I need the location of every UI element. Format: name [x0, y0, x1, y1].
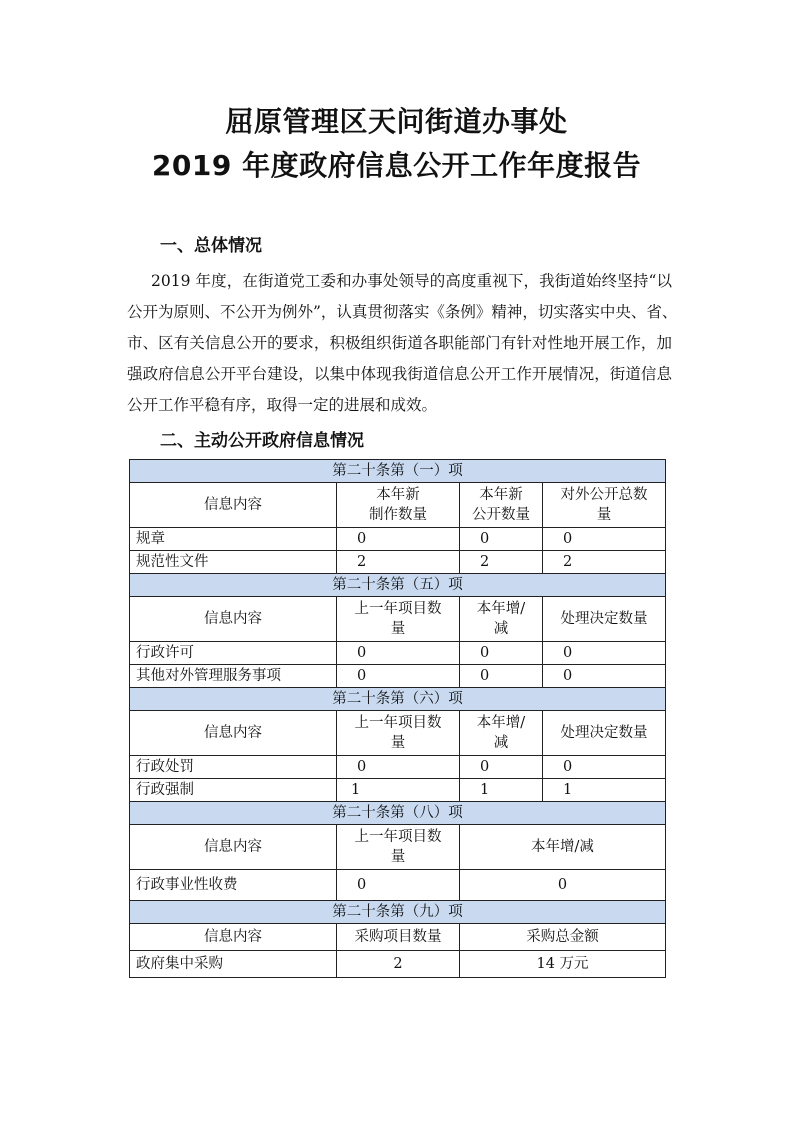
row-value: 0 [543, 665, 666, 688]
row-value: 14 万元 [460, 951, 666, 978]
row-value: 0 [337, 528, 460, 551]
header-cell: 本年新 公开数量 [460, 483, 543, 528]
header-cell: 上一年项目数 量 [337, 711, 460, 756]
header-cell: 上一年项目数 量 [337, 597, 460, 642]
table-section-row [130, 688, 666, 711]
table-row [130, 870, 666, 901]
row-value: 2 [543, 551, 666, 574]
row-value: 0 [460, 528, 543, 551]
row-label: 规章 [130, 528, 337, 551]
paragraph-line: 2019 年度，在街道党工委和办事处领导的高度重视下，我街道始终坚持“以 [151, 272, 672, 290]
table-header-row [130, 483, 666, 528]
disclosure-table [129, 459, 666, 978]
header-cell: 对外公开总数 量 [543, 483, 666, 528]
row-value: 0 [337, 642, 460, 665]
row-label: 规范性文件 [130, 551, 337, 574]
table-section-row [130, 574, 666, 597]
row-label: 行政强制 [130, 779, 337, 802]
header-cell: 信息内容 [130, 597, 337, 642]
table-section-row [130, 460, 666, 483]
table-section-row [130, 802, 666, 825]
row-value: 0 [460, 756, 543, 779]
row-value: 0 [337, 665, 460, 688]
row-value: 1 [460, 779, 543, 802]
section-title: 第二十条第（一）项 [130, 460, 666, 483]
row-value: 0 [543, 642, 666, 665]
table-row [130, 951, 666, 978]
table-header-row [130, 597, 666, 642]
section-title: 第二十条第（六）项 [130, 688, 666, 711]
row-label: 行政处罚 [130, 756, 337, 779]
table-row [130, 665, 666, 688]
section-title: 第二十条第（八）项 [130, 802, 666, 825]
paragraph-line: 公开为原则、不公开为例外”，认真贯彻落实《条例》精神，切实落实中央、省、 [127, 303, 678, 321]
section-title: 第二十条第（五）项 [130, 574, 666, 597]
section-heading-overview: 一、总体情况 [160, 236, 262, 256]
table-row [130, 551, 666, 574]
paragraph-line: 公开工作平稳有序，取得一定的进展和成效。 [127, 396, 438, 414]
row-value: 0 [460, 870, 666, 901]
table-header-row [130, 825, 666, 870]
header-cell: 信息内容 [130, 711, 337, 756]
row-value: 0 [543, 756, 666, 779]
row-label: 其他对外管理服务事项 [130, 665, 337, 688]
row-value: 0 [337, 756, 460, 779]
row-value: 0 [337, 870, 460, 901]
report-title-line1: 屈原管理区天问街道办事处 [225, 105, 568, 138]
header-cell: 本年增/ 减 [460, 597, 543, 642]
report-title-line2: 2019 年度政府信息公开工作年度报告 [151, 149, 642, 182]
header-cell: 上一年项目数 量 [337, 825, 460, 870]
row-value: 0 [543, 528, 666, 551]
header-cell: 采购项目数量 [337, 924, 460, 951]
header-cell: 信息内容 [130, 924, 337, 951]
table-row [130, 779, 666, 802]
header-cell: 本年新 制作数量 [337, 483, 460, 528]
overview-paragraph [127, 266, 678, 421]
table-row [130, 756, 666, 779]
table-section-row [130, 901, 666, 924]
table-header-row [130, 924, 666, 951]
header-cell: 处理决定数量 [543, 711, 666, 756]
row-value: 0 [460, 665, 543, 688]
header-cell: 采购总金额 [460, 924, 666, 951]
row-value: 2 [337, 951, 460, 978]
paragraph-line: 强政府信息公开平台建设，以集中体现我街道信息公开工作开展情况，街道信息 [127, 365, 672, 383]
row-value: 1 [337, 779, 460, 802]
table-row [130, 528, 666, 551]
row-value: 2 [337, 551, 460, 574]
header-cell: 信息内容 [130, 825, 337, 870]
header-cell: 本年增/ 减 [460, 711, 543, 756]
header-cell: 本年增/减 [460, 825, 666, 870]
row-label: 行政事业性收费 [130, 870, 337, 901]
header-cell: 信息内容 [130, 483, 337, 528]
section-heading-disclosure: 二、主动公开政府信息情况 [160, 431, 364, 451]
table-header-row [130, 711, 666, 756]
row-value: 1 [543, 779, 666, 802]
table-row [130, 642, 666, 665]
paragraph-line: 市、区有关信息公开的要求，积极组织街道各职能部门有针对性地开展工作，加 [127, 334, 672, 352]
row-value: 2 [460, 551, 543, 574]
section-title: 第二十条第（九）项 [130, 901, 666, 924]
row-label: 行政许可 [130, 642, 337, 665]
row-label: 政府集中采购 [130, 951, 337, 978]
header-cell: 处理决定数量 [543, 597, 666, 642]
row-value: 0 [460, 642, 543, 665]
